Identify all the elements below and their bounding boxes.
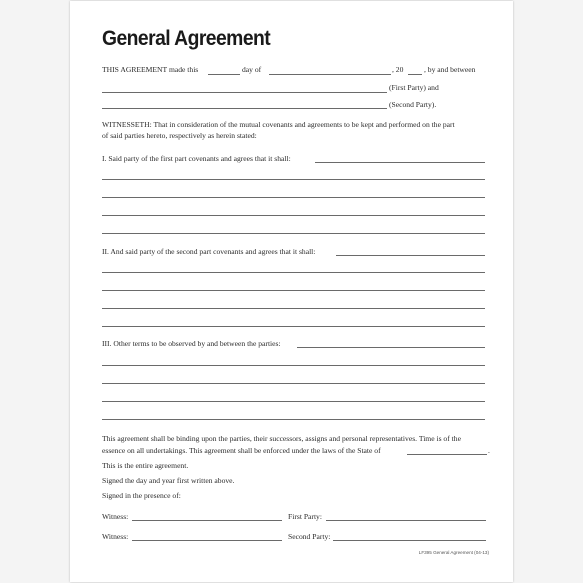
intro-year-prefix: , 20: [392, 65, 404, 74]
section-second-party-heading: II. And said party of the second part covenants and agrees that it shall:: [102, 247, 316, 256]
section-first-line-4[interactable]: [102, 233, 485, 234]
entire-agreement-text: This is the entire agreement.: [102, 461, 189, 470]
intro-day-of: day of: [242, 65, 262, 74]
second-party-signature-label: Second Party:: [288, 532, 331, 541]
section-first-line-0[interactable]: [315, 162, 485, 163]
section-first-line-1[interactable]: [102, 179, 485, 180]
section-first-party-heading: I. Said party of the first part covenants and agrees that it shall:: [102, 154, 291, 163]
intro-by-and-between: , by and between: [424, 65, 476, 74]
section-third-line-4[interactable]: [102, 419, 485, 420]
section-third-line-0[interactable]: [297, 347, 485, 348]
second-party-name-blank[interactable]: [102, 108, 387, 109]
witnesseth-line-1: WITNESSETH: That in consideration of the mutual covenants and agreements to be kept and performed on the part: [102, 120, 455, 129]
section-third-line-3[interactable]: [102, 401, 485, 402]
state-name-blank[interactable]: [407, 454, 487, 455]
date-year-blank[interactable]: [408, 74, 422, 75]
signed-presence-text: Signed in the presence of:: [102, 491, 181, 500]
closing-line-1: This agreement shall be binding upon the parties, their successors, assigns and personal representatives. Time is of the: [102, 434, 461, 443]
section-third-line-2[interactable]: [102, 383, 485, 384]
section-first-line-3[interactable]: [102, 215, 485, 216]
section-second-line-0[interactable]: [336, 255, 485, 256]
date-day-blank[interactable]: [208, 74, 240, 75]
first-party-signature-label: First Party:: [288, 512, 322, 521]
agreement-form-sheet: [70, 1, 513, 582]
section-second-line-2[interactable]: [102, 290, 485, 291]
section-second-line-4[interactable]: [102, 326, 485, 327]
first-party-signature-line[interactable]: [326, 520, 486, 521]
witness-2-label: Witness:: [102, 532, 129, 541]
section-second-line-3[interactable]: [102, 308, 485, 309]
second-party-label: (Second Party).: [389, 100, 437, 109]
section-third-line-1[interactable]: [102, 365, 485, 366]
first-party-name-blank[interactable]: [102, 92, 387, 93]
signed-day-text: Signed the day and year first written above.: [102, 476, 235, 485]
form-footer-code: LF395 General Agreement (04-13): [418, 550, 489, 555]
witnesseth-line-2: of said parties hereto, respectively as herein stated:: [102, 131, 257, 140]
intro-made-this: THIS AGREEMENT made this: [102, 65, 199, 74]
section-first-line-2[interactable]: [102, 197, 485, 198]
section-second-line-1[interactable]: [102, 272, 485, 273]
section-other-terms-heading: III. Other terms to be observed by and between the parties:: [102, 339, 281, 348]
witness-1-signature-line[interactable]: [132, 520, 282, 521]
form-title: General Agreement: [102, 27, 271, 50]
witness-2-signature-line[interactable]: [132, 540, 282, 541]
closing-period: .: [488, 446, 490, 455]
second-party-signature-line[interactable]: [333, 540, 486, 541]
closing-line-2: essence on all undertakings. This agreement shall be enforced under the laws of the State of: [102, 446, 381, 455]
date-month-blank[interactable]: [269, 74, 391, 75]
first-party-label: (First Party) and: [389, 83, 439, 92]
witness-1-label: Witness:: [102, 512, 129, 521]
